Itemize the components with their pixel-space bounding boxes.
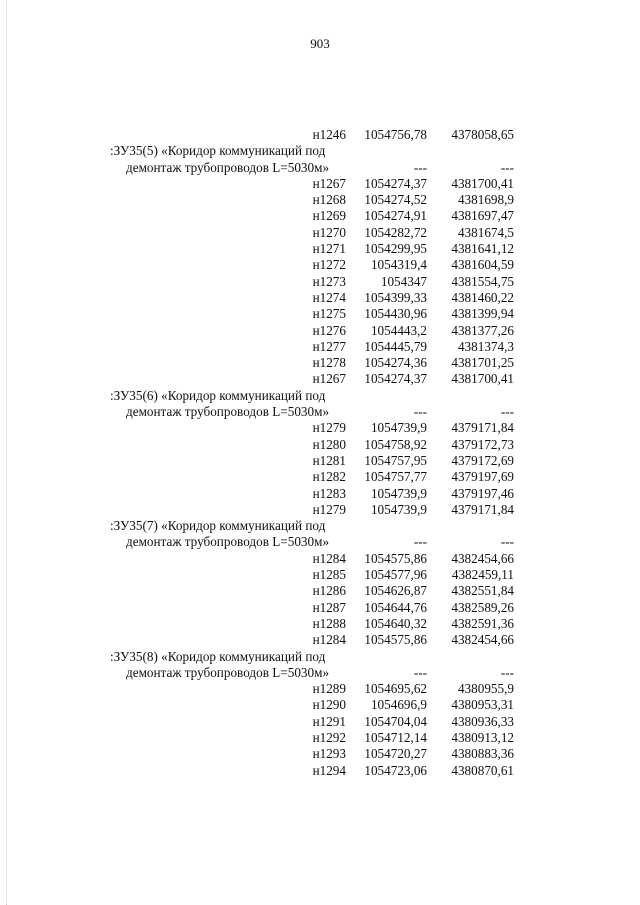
coord-x: 1054758,92 — [364, 436, 427, 452]
coord-y: 4380883,36 — [451, 746, 514, 762]
point-id: н1277 — [312, 338, 346, 354]
section-subtitle — [110, 534, 530, 550]
coord-x: 1054319,4 — [370, 257, 427, 273]
coord-x: 1054299,95 — [364, 241, 427, 257]
table-row — [110, 290, 530, 306]
coord-x: 1054274,52 — [364, 192, 427, 208]
coord-x: 1054704,04 — [364, 713, 427, 729]
table-row — [110, 257, 530, 273]
table-row — [110, 339, 530, 355]
coord-y: 4379172,73 — [451, 436, 514, 452]
coord-y: 4381700,41 — [451, 175, 514, 191]
point-id: н1271 — [312, 241, 346, 257]
point-id: н1269 — [312, 208, 346, 224]
table-row — [110, 551, 530, 567]
table-row — [110, 697, 530, 713]
coord-y: 4381460,22 — [451, 289, 514, 305]
coord-y: 4378058,65 — [451, 127, 514, 142]
coord-y: 4379172,69 — [451, 452, 514, 468]
table-row — [110, 323, 530, 339]
table-row — [110, 681, 530, 697]
section-subtitle-text: демонтаж трубопроводов L=5030м» — [126, 404, 330, 420]
coord-x: 1054274,91 — [364, 208, 427, 224]
point-id: н1282 — [312, 469, 346, 485]
point-id: н1281 — [312, 452, 346, 468]
coord-y: 4381701,25 — [451, 355, 514, 371]
coord-x: 1054739,9 — [370, 420, 427, 436]
coord-x: 1054274,36 — [364, 355, 427, 371]
point-id: н1290 — [312, 697, 346, 713]
coord-y: 4381604,59 — [451, 257, 514, 273]
table-row — [110, 453, 530, 469]
coord-y: 4382591,36 — [451, 615, 514, 631]
table-row — [110, 274, 530, 290]
point-id: н1273 — [312, 273, 346, 289]
dash-x: --- — [413, 664, 427, 680]
table-row — [110, 225, 530, 241]
point-id: н1283 — [312, 485, 346, 501]
point-id: н1292 — [312, 729, 346, 745]
table-row — [110, 502, 530, 518]
table-row — [110, 567, 530, 583]
point-id: н1284 — [312, 550, 346, 566]
dash-x: --- — [413, 159, 427, 175]
coord-y: 4382551,84 — [451, 583, 514, 599]
point-id: н1279 — [312, 501, 346, 517]
coord-y: 4381700,41 — [451, 371, 514, 387]
coord-x: 1054695,62 — [364, 681, 427, 697]
table-row — [110, 176, 530, 192]
table-row — [110, 241, 530, 257]
coord-y: 4381697,47 — [451, 208, 514, 224]
page-number: 903 — [310, 36, 330, 51]
table-row — [110, 420, 530, 436]
table-row — [110, 746, 530, 762]
coord-x: 1054575,86 — [364, 550, 427, 566]
table-row — [110, 763, 530, 779]
table-row — [110, 208, 530, 224]
table-row — [110, 355, 530, 371]
coord-x: 1054399,33 — [364, 289, 427, 305]
point-id: н1274 — [312, 289, 346, 305]
point-id: н1270 — [312, 224, 346, 240]
point-id: н1279 — [312, 420, 346, 436]
coord-y: 4379197,46 — [451, 485, 514, 501]
table-row — [110, 486, 530, 502]
point-id: н1272 — [312, 257, 346, 273]
section-title — [110, 143, 530, 159]
dash-x: --- — [413, 404, 427, 420]
point-id: н1280 — [312, 436, 346, 452]
section-title-text: :ЗУ35(8) «Коридор коммуникаций под — [110, 648, 326, 664]
point-id: н1291 — [312, 713, 346, 729]
point-id: н1287 — [312, 599, 346, 615]
coord-x: 1054274,37 — [364, 175, 427, 191]
dash-y: --- — [500, 404, 514, 420]
point-id: н1285 — [312, 567, 346, 583]
point-id: н1267 — [312, 175, 346, 191]
coord-x: 1054282,72 — [364, 224, 427, 240]
section-subtitle-text: демонтаж трубопроводов L=5030м» — [126, 159, 330, 175]
dash-y: --- — [500, 664, 514, 680]
coord-x: 1054723,06 — [364, 762, 427, 778]
section-title-text: :ЗУ35(7) «Коридор коммуникаций под — [110, 518, 326, 534]
coord-x: 1054640,32 — [364, 615, 427, 631]
coord-y: 4379171,84 — [451, 420, 514, 436]
coord-x: 1054274,37 — [364, 371, 427, 387]
coord-y: 4381377,26 — [451, 322, 514, 338]
coord-y: 4380953,31 — [451, 697, 514, 713]
coord-y: 4381399,94 — [451, 306, 514, 322]
section-subtitle-text: демонтаж трубопроводов L=5030м» — [126, 534, 330, 550]
coord-x: 1054756,78 — [364, 127, 427, 142]
scan-edge-marks — [6, 0, 8, 905]
coord-y: 4382589,26 — [451, 599, 514, 615]
section-title-text: :ЗУ35(5) «Коридор коммуникаций под — [110, 143, 326, 159]
table-row — [110, 632, 530, 648]
coord-y: 4379171,84 — [451, 501, 514, 517]
section-title-text: :ЗУ35(6) «Коридор коммуникаций под — [110, 387, 326, 403]
coord-y: 4379197,69 — [451, 469, 514, 485]
coord-x: 1054443,2 — [370, 322, 427, 338]
section-subtitle — [110, 665, 530, 681]
coord-y: 4381641,12 — [451, 241, 514, 257]
table-row — [110, 616, 530, 632]
coord-x: 1054445,79 — [364, 338, 427, 354]
coord-y: 4380870,61 — [451, 762, 514, 778]
coord-x: 1054644,76 — [364, 599, 427, 615]
point-id: н1278 — [312, 355, 346, 371]
coord-y: 4381698,9 — [457, 192, 514, 208]
coord-x: 1054626,87 — [364, 583, 427, 599]
coord-y: 4380913,12 — [451, 729, 514, 745]
point-id: н1246 — [312, 127, 346, 142]
coord-x: 1054757,77 — [364, 469, 427, 485]
section-subtitle-text: демонтаж трубопроводов L=5030м» — [126, 664, 330, 680]
coord-y: 4381674,5 — [457, 224, 514, 240]
coord-x: 1054696,9 — [370, 697, 427, 713]
table-row — [110, 600, 530, 616]
table-row — [110, 192, 530, 208]
table-row — [110, 306, 530, 322]
point-id: н1289 — [312, 681, 346, 697]
point-id: н1267 — [312, 371, 346, 387]
dash-x: --- — [413, 534, 427, 550]
section-subtitle — [110, 404, 530, 420]
section-title — [110, 649, 530, 665]
point-id: н1288 — [312, 615, 346, 631]
coord-y: 4380955,9 — [457, 681, 514, 697]
table-row — [110, 127, 530, 143]
point-id: н1284 — [312, 632, 346, 648]
table-row — [110, 714, 530, 730]
section-title — [110, 388, 530, 404]
dash-y: --- — [500, 159, 514, 175]
table-row — [110, 371, 530, 387]
coord-x: 1054720,27 — [364, 746, 427, 762]
coord-x: 1054712,14 — [364, 729, 427, 745]
coord-x: 1054739,9 — [370, 485, 427, 501]
coord-x: 1054577,96 — [364, 567, 427, 583]
point-id: н1276 — [312, 322, 346, 338]
point-id: н1275 — [312, 306, 346, 322]
table-row — [110, 437, 530, 453]
table-row — [110, 583, 530, 599]
coord-x: 1054430,96 — [364, 306, 427, 322]
section-subtitle — [110, 160, 530, 176]
table-row — [110, 730, 530, 746]
coord-y: 4381554,75 — [451, 273, 514, 289]
coord-y: 4382454,66 — [451, 632, 514, 648]
point-id: н1294 — [312, 762, 346, 778]
section-title — [110, 518, 530, 534]
table-row — [110, 469, 530, 485]
coord-x: 1054575,86 — [364, 632, 427, 648]
dash-y: --- — [500, 534, 514, 550]
point-id: н1286 — [312, 583, 346, 599]
coordinates-list — [110, 127, 530, 779]
point-id: н1268 — [312, 192, 346, 208]
coord-y: 4380936,33 — [451, 713, 514, 729]
coord-y: 4382454,66 — [451, 550, 514, 566]
coord-x: 1054739,9 — [370, 501, 427, 517]
coord-x: 1054347 — [380, 273, 427, 289]
point-id: н1293 — [312, 746, 346, 762]
coord-y: 4381374,3 — [457, 338, 514, 354]
coord-y: 4382459,11 — [451, 567, 514, 583]
coord-x: 1054757,95 — [364, 452, 427, 468]
